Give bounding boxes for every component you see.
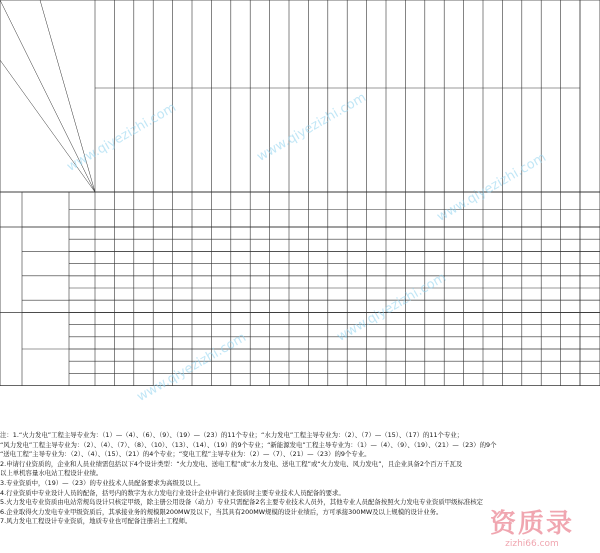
specialty-name-2 <box>115 16 132 86</box>
table-cell <box>114 326 133 336</box>
specialty-reg-12 <box>309 92 326 190</box>
subgroup-label-2-0 <box>24 314 67 347</box>
grade-label <box>71 253 93 263</box>
specialty-num-9 <box>251 2 268 14</box>
specialty-reg-16 <box>387 92 404 190</box>
specialty-num-18 <box>426 2 443 14</box>
table-cell <box>347 228 366 238</box>
table-cell <box>347 196 366 206</box>
grade-label <box>71 350 93 360</box>
specialty-num-12 <box>309 2 326 14</box>
specialty-num-6 <box>193 2 210 14</box>
specialty-name-22 <box>503 16 520 86</box>
total-cell <box>580 289 600 299</box>
table-cell <box>173 213 192 223</box>
grade-label <box>71 362 93 372</box>
table-cell <box>483 213 502 223</box>
specialty-num-21 <box>484 2 501 14</box>
specialty-reg-5 <box>174 92 191 190</box>
specialty-name-3 <box>135 16 152 86</box>
logo-text: 资质录 <box>489 509 574 539</box>
note-line: 以上单机容量水电站工程设计业绩。 <box>0 469 103 478</box>
note-line: 注：1.“火力发电”工程主导专业为：（1）—（4）、（6）、（9）、（19）—（23）的11个专业；“水力发电”工程主导专业为：（2）、（7）—（15）、（17）的11个专业； <box>0 431 464 439</box>
corner-major-label <box>44 6 94 16</box>
table-cell <box>173 362 192 372</box>
specialty-num-13 <box>329 2 346 14</box>
table-cell <box>522 326 541 336</box>
table-cell <box>328 213 347 223</box>
table-cell <box>211 196 230 206</box>
total-cell <box>580 362 600 372</box>
table-cell <box>173 196 192 206</box>
table-cell <box>502 362 521 372</box>
specialty-name-7 <box>212 16 229 86</box>
table-cell <box>502 228 521 238</box>
specialty-reg-18 <box>426 92 443 190</box>
specialty-name-9 <box>251 16 268 86</box>
table-cell <box>270 253 289 263</box>
table-cell <box>386 253 405 263</box>
specialty-name-4 <box>154 16 171 86</box>
table-cell <box>114 314 133 324</box>
total-label <box>582 92 598 152</box>
table-cell <box>173 326 192 336</box>
grade-label <box>71 326 93 336</box>
table-cell <box>308 253 327 263</box>
table-cell <box>173 240 192 250</box>
table-cell <box>173 314 192 324</box>
table-cell <box>114 338 133 348</box>
specialty-num-1 <box>96 2 113 14</box>
specialty-reg-24 <box>542 92 559 190</box>
table-cell <box>114 277 133 287</box>
table-cell <box>464 228 483 238</box>
grade-label <box>71 289 93 299</box>
specialty-name-1 <box>96 16 113 86</box>
total-cell <box>580 211 600 227</box>
specialty-num-16 <box>387 2 404 14</box>
table-cell <box>134 240 153 250</box>
subgroup-label-2-1 <box>24 351 67 384</box>
table-cell <box>483 350 502 360</box>
specialty-num-8 <box>232 2 249 14</box>
table-cell <box>483 326 502 336</box>
subgroup-label-1-1 <box>24 253 67 273</box>
table-cell <box>95 196 114 206</box>
table-cell <box>367 265 386 275</box>
grade-label <box>71 277 93 287</box>
table-cell <box>173 228 192 238</box>
specialty-name-20 <box>465 16 482 86</box>
specialty-name-25 <box>562 16 579 86</box>
specialty-name-5 <box>174 16 191 86</box>
table-cell <box>270 196 289 206</box>
table-cell <box>308 213 327 223</box>
corner-quals-label <box>3 140 25 180</box>
table-cell <box>328 265 347 275</box>
table-cell <box>250 196 269 206</box>
group-label-2 <box>2 340 22 360</box>
table-cell <box>444 289 463 299</box>
table-cell <box>444 253 463 263</box>
note-line: 6.企业取得火力发电专业甲级资质后，其承接业务的规模限200MW及以下，当其具有200MW规模的设计业绩后，方可承接300MW及以上规模的设计业务。 <box>0 507 443 516</box>
specialty-name-17 <box>406 16 423 86</box>
grade-label <box>71 301 93 311</box>
specialty-num-3 <box>135 2 152 14</box>
logo-url: zizhi66.com <box>505 539 559 549</box>
table-cell <box>522 314 541 324</box>
subgroup-label-1-3 <box>24 302 67 310</box>
table-cell <box>386 213 405 223</box>
specialty-num-20 <box>465 2 482 14</box>
specialty-num-19 <box>445 2 462 14</box>
total-cell <box>580 277 600 287</box>
table-cell <box>444 213 463 223</box>
specialty-num-25 <box>562 2 579 14</box>
table-cell <box>502 196 521 206</box>
grade-label <box>71 375 93 385</box>
specialty-reg-22 <box>503 92 520 190</box>
table-cell <box>114 301 133 311</box>
total-cell <box>580 338 600 348</box>
table-cell <box>289 196 308 206</box>
table-cell <box>522 228 541 238</box>
watermark-text: www.qiyezizhi.com <box>254 90 369 165</box>
table-cell <box>173 338 192 348</box>
table-cell <box>114 228 133 238</box>
specialty-num-10 <box>271 2 288 14</box>
specialty-reg-11 <box>290 92 307 190</box>
specialty-name-11 <box>290 16 307 86</box>
specialty-reg-8 <box>232 92 249 190</box>
grade-label <box>71 228 93 238</box>
specialty-name-6 <box>193 16 210 86</box>
watermark-text: www.qiyezizhi.com <box>434 150 549 225</box>
corner-type-label <box>30 118 58 148</box>
table-cell <box>386 196 405 206</box>
grade-label <box>71 314 93 324</box>
table-cell <box>522 350 541 360</box>
table-cell <box>134 196 153 206</box>
table-cell <box>289 213 308 223</box>
subgroup-label-1-2 <box>24 278 67 298</box>
specialty-reg-21 <box>484 92 501 190</box>
table-cell <box>483 362 502 372</box>
table-cell <box>308 265 327 275</box>
total-cell <box>580 374 600 384</box>
table-cell <box>347 265 366 275</box>
total-cell <box>580 350 600 360</box>
specialty-num-7 <box>212 2 229 14</box>
total-cell <box>580 193 600 209</box>
table-cell <box>464 196 483 206</box>
specialty-name-15 <box>368 16 385 86</box>
table-cell <box>114 253 133 263</box>
specialty-name-21 <box>484 16 501 86</box>
specialty-reg-2 <box>115 92 132 190</box>
table-cell <box>502 240 521 250</box>
specialty-num-22 <box>503 2 520 14</box>
total-cell <box>580 252 600 262</box>
table-cell <box>114 350 133 360</box>
specialty-reg-13 <box>329 92 346 190</box>
specialty-num-15 <box>368 2 385 14</box>
table-cell <box>502 350 521 360</box>
table-cell <box>444 301 463 311</box>
specialty-name-24 <box>542 16 559 86</box>
group-label-1 <box>2 261 22 281</box>
specialty-name-19 <box>445 16 462 86</box>
table-cell <box>114 289 133 299</box>
specialty-reg-1 <box>96 92 113 190</box>
note-line: “送电工程”主导专业为：（2）、（4）、（15）、（21）的4个专业；“变电工程”主导专业为：（2）—（7）、（21）—（23）的9个专业。 <box>0 450 371 459</box>
table-cell <box>95 228 114 238</box>
total-cell <box>580 313 600 323</box>
table-cell <box>114 196 133 206</box>
table-cell <box>95 240 114 250</box>
specialty-reg-20 <box>465 92 482 190</box>
table-cell <box>502 213 521 223</box>
table-cell <box>328 253 347 263</box>
specialty-reg-7 <box>212 92 229 190</box>
table-cell <box>367 213 386 223</box>
table-cell <box>308 196 327 206</box>
table-cell <box>114 362 133 372</box>
specialty-name-23 <box>523 16 540 86</box>
note-line: 2.申请行业资质的，企业和人员业绩需包括以下4个设计类型：“火力发电、送电工程”或“水力发电、送电工程”或“火力发电、风力发电”，且企业具备2个百万千瓦及 <box>0 459 463 468</box>
table-cell <box>270 213 289 223</box>
specialty-reg-17 <box>406 92 423 190</box>
table-cell <box>483 314 502 324</box>
total-cell <box>580 326 600 336</box>
corner-note-label <box>52 88 80 106</box>
specialty-num-5 <box>174 2 191 14</box>
note-line: 3.专业资质中，（19）—（23）的专业技术人员配备要求为高级及以上。 <box>0 478 205 487</box>
specialty-name-12 <box>309 16 326 86</box>
table-cell <box>134 350 153 360</box>
specialty-reg-25 <box>562 92 579 190</box>
note-line: 7.风力发电工程设计专业资质，地质专业也可配备注册岩土工程师。 <box>0 517 192 526</box>
table-cell <box>173 375 192 385</box>
specialty-num-2 <box>115 2 132 14</box>
specialty-name-18 <box>426 16 443 86</box>
specialty-num-17 <box>406 2 423 14</box>
table-cell <box>522 240 541 250</box>
table-cell <box>289 265 308 275</box>
grade-label <box>71 265 93 275</box>
specialty-reg-23 <box>523 92 540 190</box>
note-line: 4.行业资质中专业设计人员的配备，括号内的数字为水力发电行业设计企业申请行业资质时主要专业技术人员配备的要求。 <box>0 488 345 497</box>
grade-label <box>71 196 93 206</box>
table-cell <box>522 362 541 372</box>
specialty-reg-6 <box>193 92 210 190</box>
total-cell <box>580 301 600 311</box>
specialty-reg-19 <box>445 92 462 190</box>
table-cell <box>367 253 386 263</box>
table-cell <box>522 375 541 385</box>
table-cell <box>464 213 483 223</box>
specialty-num-23 <box>523 2 540 14</box>
specialty-num-4 <box>154 2 171 14</box>
specialty-name-14 <box>348 16 365 86</box>
table-cell <box>211 350 230 360</box>
watermark-text: www.qiyezizhi.com <box>134 330 249 405</box>
table-cell <box>367 196 386 206</box>
table-cell <box>270 265 289 275</box>
table-cell <box>483 240 502 250</box>
table-cell <box>114 375 133 385</box>
table-cell <box>114 240 133 250</box>
specialty-num-14 <box>348 2 365 14</box>
table-cell <box>347 253 366 263</box>
table-cell <box>444 277 463 287</box>
total-cell <box>580 240 600 250</box>
table-cell <box>289 253 308 263</box>
table-cell <box>483 196 502 206</box>
specialty-num-24 <box>542 2 559 14</box>
table-cell <box>347 213 366 223</box>
table-cell <box>522 196 541 206</box>
table-cell <box>134 213 153 223</box>
specialty-name-10 <box>271 16 288 86</box>
table-cell <box>444 196 463 206</box>
total-cell <box>580 228 600 238</box>
table-cell <box>95 213 114 223</box>
watermark-text: www.qiyezizhi.com <box>64 100 179 175</box>
table-cell <box>444 265 463 275</box>
specialty-reg-4 <box>154 92 171 190</box>
specialty-name-8 <box>232 16 249 86</box>
group-label-0 <box>2 201 22 221</box>
specialty-num-11 <box>290 2 307 14</box>
table-cell <box>483 228 502 238</box>
table-cell <box>134 362 153 372</box>
specialty-reg-9 <box>251 92 268 190</box>
table-cell <box>328 196 347 206</box>
grade-label <box>71 213 93 223</box>
table-cell <box>114 265 133 275</box>
specialty-reg-10 <box>271 92 288 190</box>
grade-label <box>71 240 93 250</box>
specialty-name-13 <box>329 16 346 86</box>
table-cell <box>250 265 269 275</box>
total-cell <box>580 265 600 275</box>
grade-label <box>71 338 93 348</box>
table-cell <box>134 228 153 238</box>
table-cell <box>173 350 192 360</box>
site-logo <box>472 509 592 553</box>
watermark-text: www.qiyezizhi.com <box>334 270 449 345</box>
table-cell <box>114 213 133 223</box>
note-line: 5.火力发电专业资质由电站常规岛设计只核定甲级，除主册公用设备（动力）专业只需配备2名主要专业技术人员外，其他专业人员配备按照火力发电专业资质甲级标准核定 <box>0 498 484 507</box>
table-cell <box>192 350 211 360</box>
table-cell <box>464 240 483 250</box>
table-cell <box>211 228 230 238</box>
table-cell <box>250 213 269 223</box>
specialty-reg-14 <box>348 92 365 190</box>
specialty-reg-3 <box>135 92 152 190</box>
specialty-reg-15 <box>368 92 385 190</box>
table-cell <box>386 265 405 275</box>
table-cell <box>522 213 541 223</box>
subgroup-label-1-0 <box>24 229 67 249</box>
specialty-name-16 <box>387 16 404 86</box>
table-cell <box>444 228 463 238</box>
note-line: “风力发电”工程主导专业为：（2）、（4）、（7）、（8）、（10）、（13）、（14）、（19）的9个专业；“新能源发电”工程主导专业为：（1）—（4）、（9）、（19）、（21）—（23）的9个 <box>0 440 497 449</box>
table-cell <box>250 253 269 263</box>
table-cell <box>444 240 463 250</box>
